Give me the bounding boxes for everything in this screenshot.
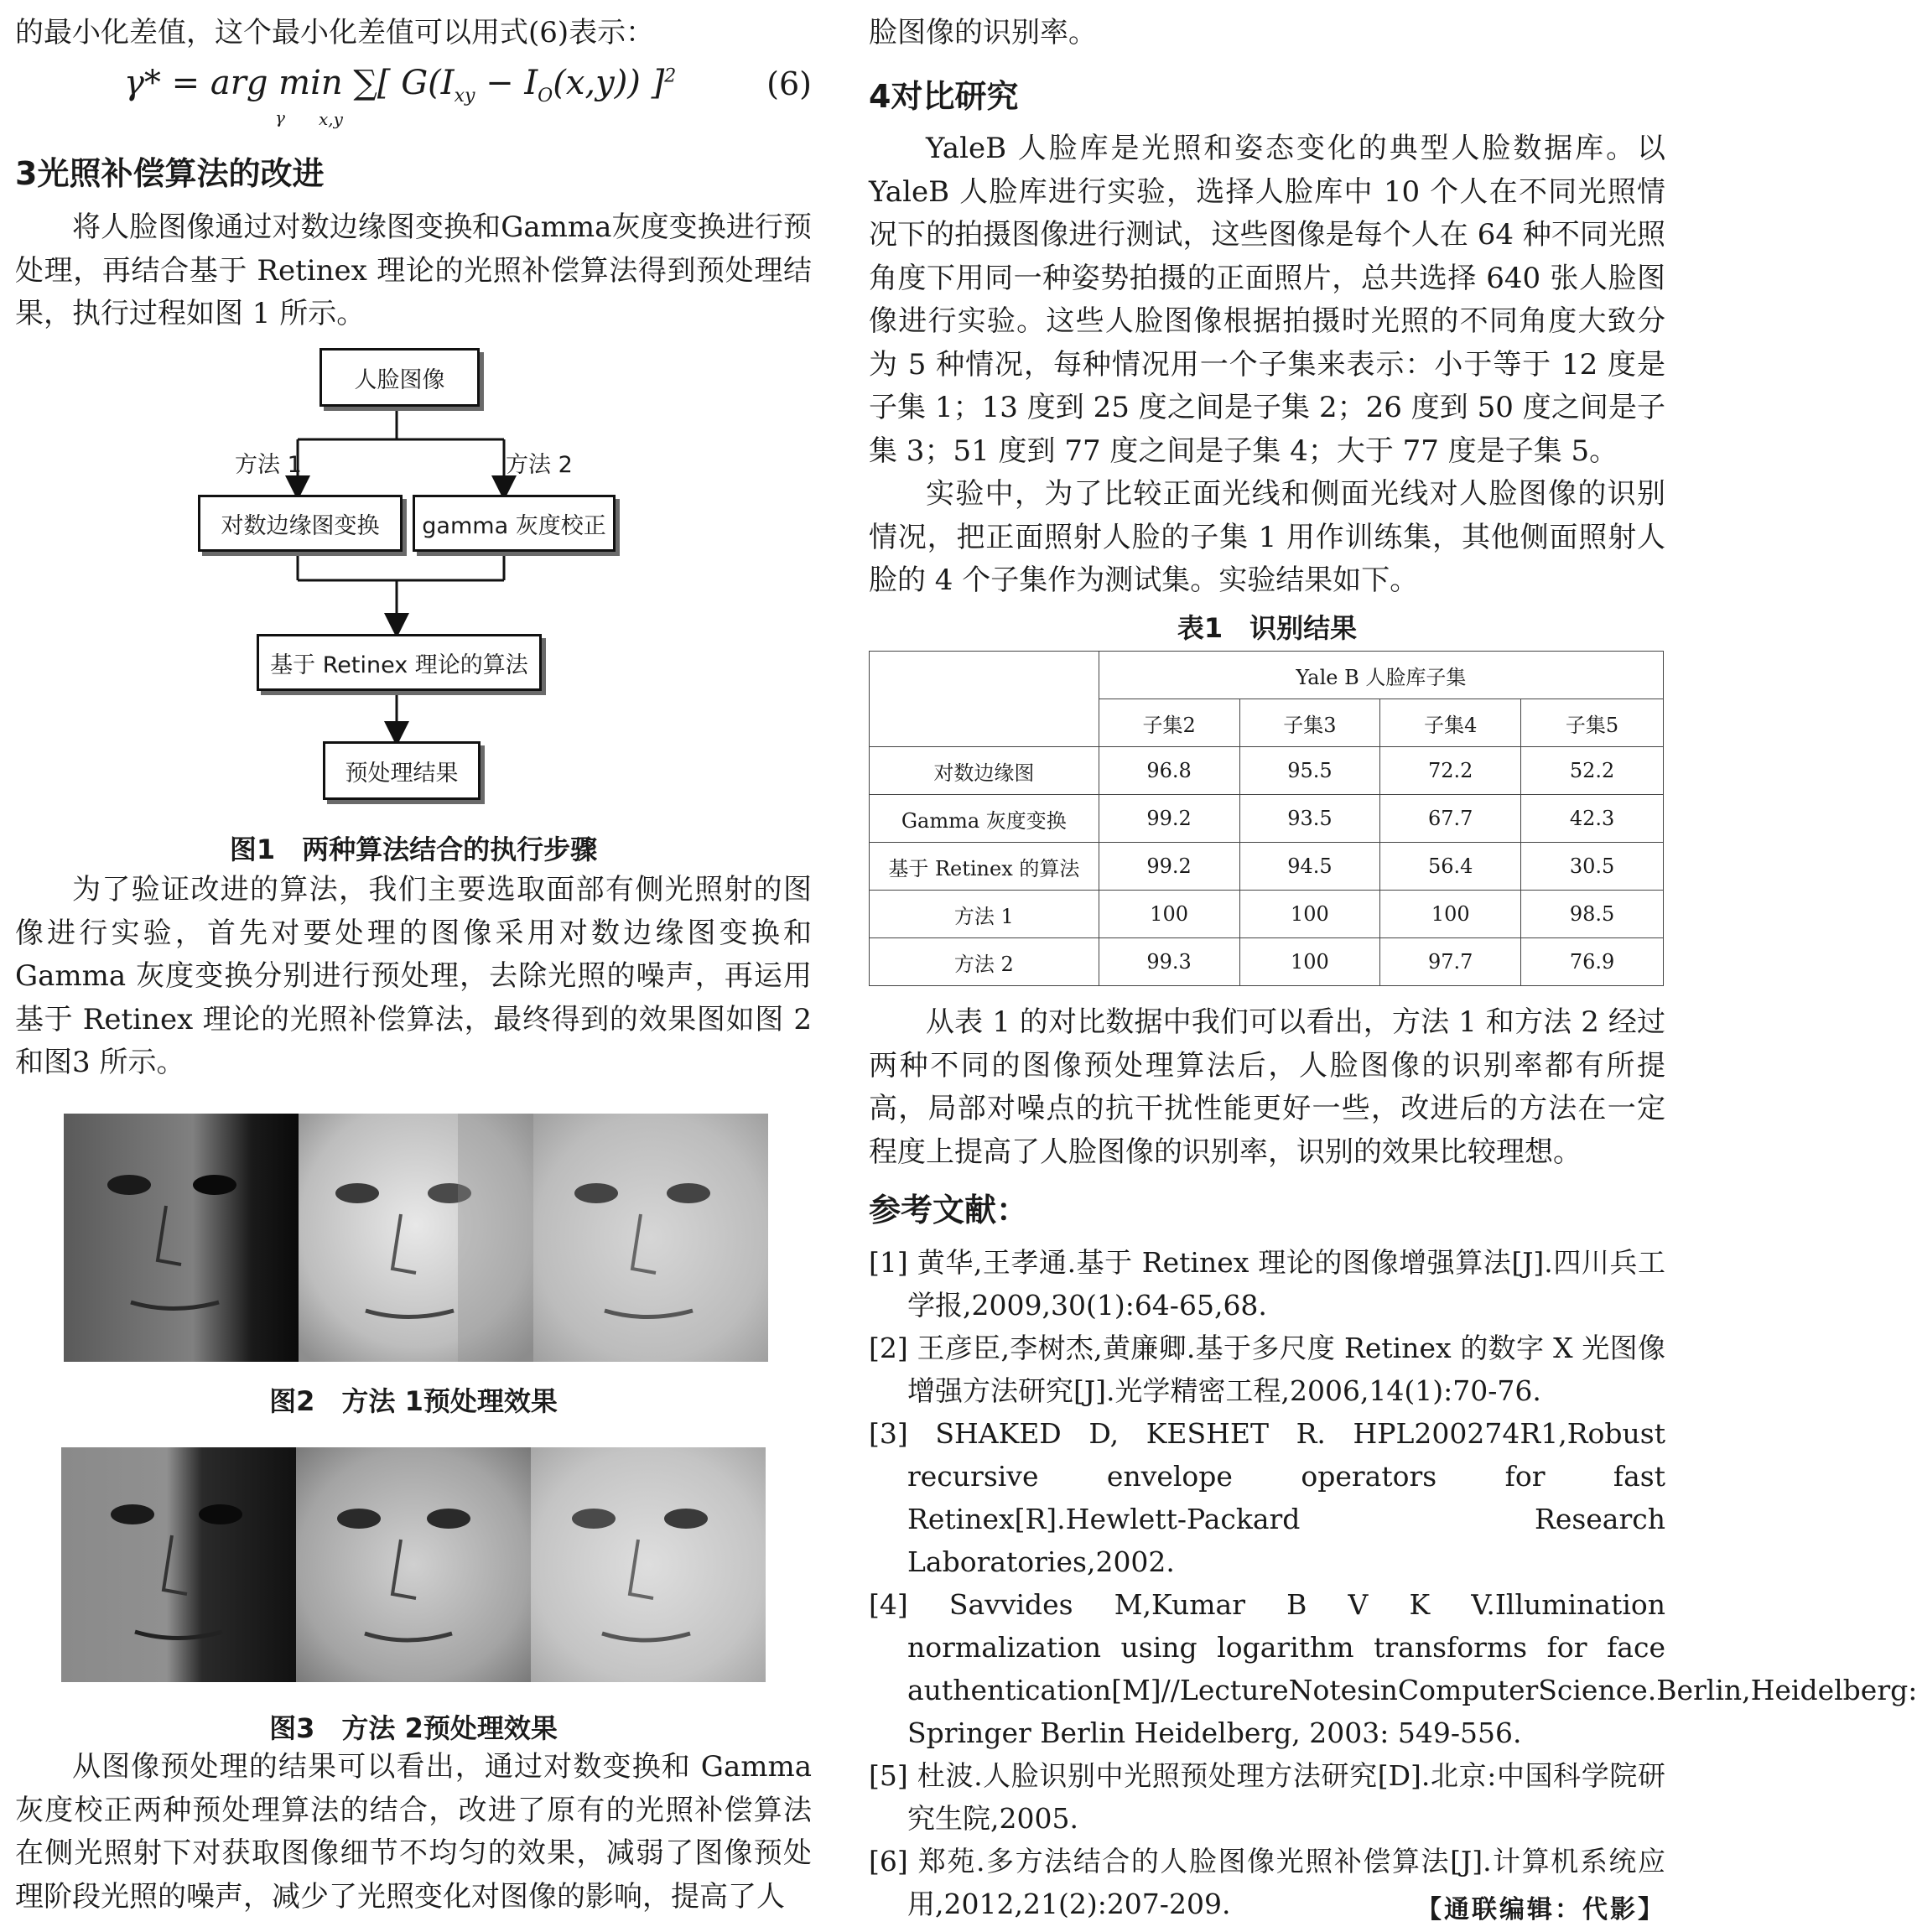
table-column-header: 子集4 (1380, 699, 1521, 747)
table-cell: 97.7 (1380, 938, 1521, 986)
table-column-header: 子集3 (1239, 699, 1380, 747)
table-row-label: Gamma 灰度变换 (870, 795, 1099, 843)
table-column-header: 子集2 (1099, 699, 1239, 747)
table-row (870, 795, 1664, 843)
face-original-2 (61, 1447, 296, 1682)
figure-2-caption: 图2 方法 1预处理效果 (269, 1385, 558, 1417)
table-cell: 93.5 (1239, 795, 1380, 843)
table-cell: 99.3 (1099, 938, 1239, 986)
figure-2-images (64, 1114, 768, 1362)
verification-paragraph: 为了验证改进的算法，我们主要选取面部有侧光照射的图像进行实验，首先对要处理的图像采用对数边缘图变换和Gamma 灰度变换分别进行预处理，去除光照的噪声，再运用基于 Retinex 理论的光照补偿算法，最终得到的效果图如图 2 和图3 所示。 (15, 873, 812, 1079)
face-retinex-1 (533, 1114, 768, 1362)
flowchart-method-2-label: 方法 2 (506, 452, 573, 478)
section-4-paragraph-2: 实验中，为了比较正面光线和侧面光线对人脸图像的识别情况，把正面照射人脸的子集 1 用作训练集，其他侧面照射人脸的 4 个子集作为测试集。实验结果如下。 (869, 477, 1665, 597)
reference-item: [2] 王彦臣,李树杰,黄廉卿.基于多尺度 Retinex 的数字 X 光图像增强方法研究[J].光学精密工程,2006,14(1):70-76. (869, 1332, 1665, 1407)
table-cell: 98.5 (1521, 891, 1664, 938)
flowchart-gamma-box: gamma 灰度校正 (413, 495, 616, 552)
face-gamma-2 (296, 1447, 531, 1682)
table-row-label: 方法 2 (870, 938, 1099, 986)
table-cell: 56.4 (1380, 843, 1521, 891)
section-3-paragraph: 将人脸图像通过对数边缘图变换和Gamma灰度变换进行预处理，再结合基于 Retinex 理论的光照补偿算法得到预处理结果，执行过程如图 1 所示。 (15, 210, 812, 330)
references-title: 参考文献： (869, 1192, 1029, 1228)
table-corner-cell (870, 652, 1099, 747)
flowchart (15, 344, 812, 813)
flowchart-start-box: 人脸图像 (320, 348, 480, 407)
reference-item: [3] SHAKED D, KESHET R. HPL200274R1,Robust recursive envelope operators for fast Retinex[R].Hewlett-Packard Research Laboratories,2002. (869, 1417, 1665, 1578)
table-cell: 94.5 (1239, 843, 1380, 891)
table-row (870, 843, 1664, 891)
table-cell: 99.2 (1099, 843, 1239, 891)
table-row-label: 对数边缘图 (870, 747, 1099, 795)
result-paragraph: 从图像预处理的结果可以看出，通过对数变换和 Gamma 灰度校正两种预处理算法的结合，改进了原有的光照补偿算法在侧光照射下对获取图像细节不均匀的效果，减弱了图像预处理阶段光照的噪声，减少了光照变化对图像的影响，提高了人 (15, 1750, 812, 1914)
equation-body: γ* = arg min ∑[ $G(I_{xy} - I_O(x,y))$ ]$^2$ (124, 64, 677, 106)
face-original-1 (64, 1114, 299, 1362)
table-row-label: 方法 1 (870, 891, 1099, 938)
equation-number: (6) (766, 65, 812, 102)
reference-item: [5] 杜波.人脸识别中光照预处理方法研究[D].北京:中国科学院研究生院,2005. (869, 1759, 1665, 1835)
table-header-row-1 (870, 652, 1664, 699)
table-column-header: 子集5 (1521, 699, 1664, 747)
table-group-header: Yale B 人脸库子集 (1099, 652, 1663, 699)
equation-min-subscript: γ (275, 107, 285, 127)
table-cell: 52.2 (1521, 747, 1664, 795)
section-3-title: 3光照补偿算法的改进 (15, 155, 325, 192)
flowchart-end-box: 预处理结果 (323, 741, 481, 800)
table-cell: 96.8 (1099, 747, 1239, 795)
equation-6 (15, 60, 812, 136)
flowchart-retinex-box: 基于 Retinex 理论的算法 (257, 634, 542, 691)
table-cell: 99.2 (1099, 795, 1239, 843)
figure-1-caption: 图1 两种算法结合的执行步骤 (229, 834, 598, 865)
flowchart-method-1-label: 方法 1 (235, 452, 302, 478)
figure-3-caption: 图3 方法 2预处理效果 (269, 1712, 558, 1744)
reference-item: [4] Savvides M,Kumar B V K V.Illumination normalization using logarithm transforms for face authentication[M]//LectureNotesinComputerScience.Berlin,Heidelberg: Springer Berlin Heidelberg, 2003: 549-556. (869, 1588, 1917, 1749)
section-4-paragraph-3: 从表 1 的对比数据中我们可以看出，方法 1 和方法 2 经过两种不同的图像预处理算法后，人脸图像的识别率都有所提高，局部对噪点的抗干扰性能更好一些，改进后的方法在一定程度上提高了人脸图像的识别率，识别的效果比较理想。 (869, 1005, 1665, 1169)
table-1-title: 表1 识别结果 (1177, 612, 1358, 644)
face-retinex-2 (531, 1447, 766, 1682)
intro-line: 的最小化差值，这个最小化差值可以用式(6)表示： (15, 16, 655, 49)
table-cell: 30.5 (1521, 843, 1664, 891)
table-cell: 100 (1239, 891, 1380, 938)
table-row (870, 891, 1664, 938)
reference-item: [1] 黄华,王孝通.基于 Retinex 理论的图像增强算法[J].四川兵工学报,2009,30(1):64-65,68. (869, 1246, 1665, 1322)
results-table (869, 651, 1664, 986)
references-list (869, 1241, 1917, 1925)
figure-3-face-strip (61, 1447, 766, 1682)
table-cell: 100 (1099, 891, 1239, 938)
figure-3-images (61, 1447, 766, 1682)
table-cell: 100 (1239, 938, 1380, 986)
table-cell: 42.3 (1521, 795, 1664, 843)
table-row (870, 747, 1664, 795)
continuation-line: 脸图像的识别率。 (869, 16, 1097, 49)
table-row (870, 938, 1664, 986)
section-4-title: 4对比研究 (869, 78, 1019, 115)
flowchart-log-edge-box: 对数边缘图变换 (198, 495, 403, 552)
face-log-edge-1 (299, 1114, 533, 1362)
table-cell: 95.5 (1239, 747, 1380, 795)
table-cell: 76.9 (1521, 938, 1664, 986)
editor-footer-tag: 【通联编辑：代影】 (1416, 1895, 1665, 1924)
reference-item: [6] 郑苑.多方法结合的人脸图像光照补偿算法[J].计算机系统应用,2012,21(2):207-209. (869, 1845, 1665, 1920)
table-cell: 67.7 (1380, 795, 1521, 843)
table-cell: 72.2 (1380, 747, 1521, 795)
equation-sum-subscript: x,y (319, 109, 343, 129)
figure-2-face-strip (64, 1114, 768, 1362)
table-cell: 100 (1380, 891, 1521, 938)
section-4-paragraph-1: YaleB 人脸库是光照和姿态变化的典型人脸数据库。以YaleB 人脸库进行实验，选择人脸库中 10 个人在不同光照情况下的拍摄图像进行测试，这些图像是每个人在 64 种不同光照角度下用同一种姿势拍摄的正面照片，总共选择 640 张人脸图像进行实验。这些人脸图像根据拍摄时光照的不同角度大致分为 5 种情况，每种情况用一个子集来表示：小于等于 12 度是子集 1；13 度到 25 度之间是子集 2；26 度到 50 度之间是子集 3；51 度到 77 度之间是子集 4；大于 77 度是子集 5。 (869, 132, 1665, 468)
table-row-label: 基于 Retinex 的算法 (870, 843, 1099, 891)
